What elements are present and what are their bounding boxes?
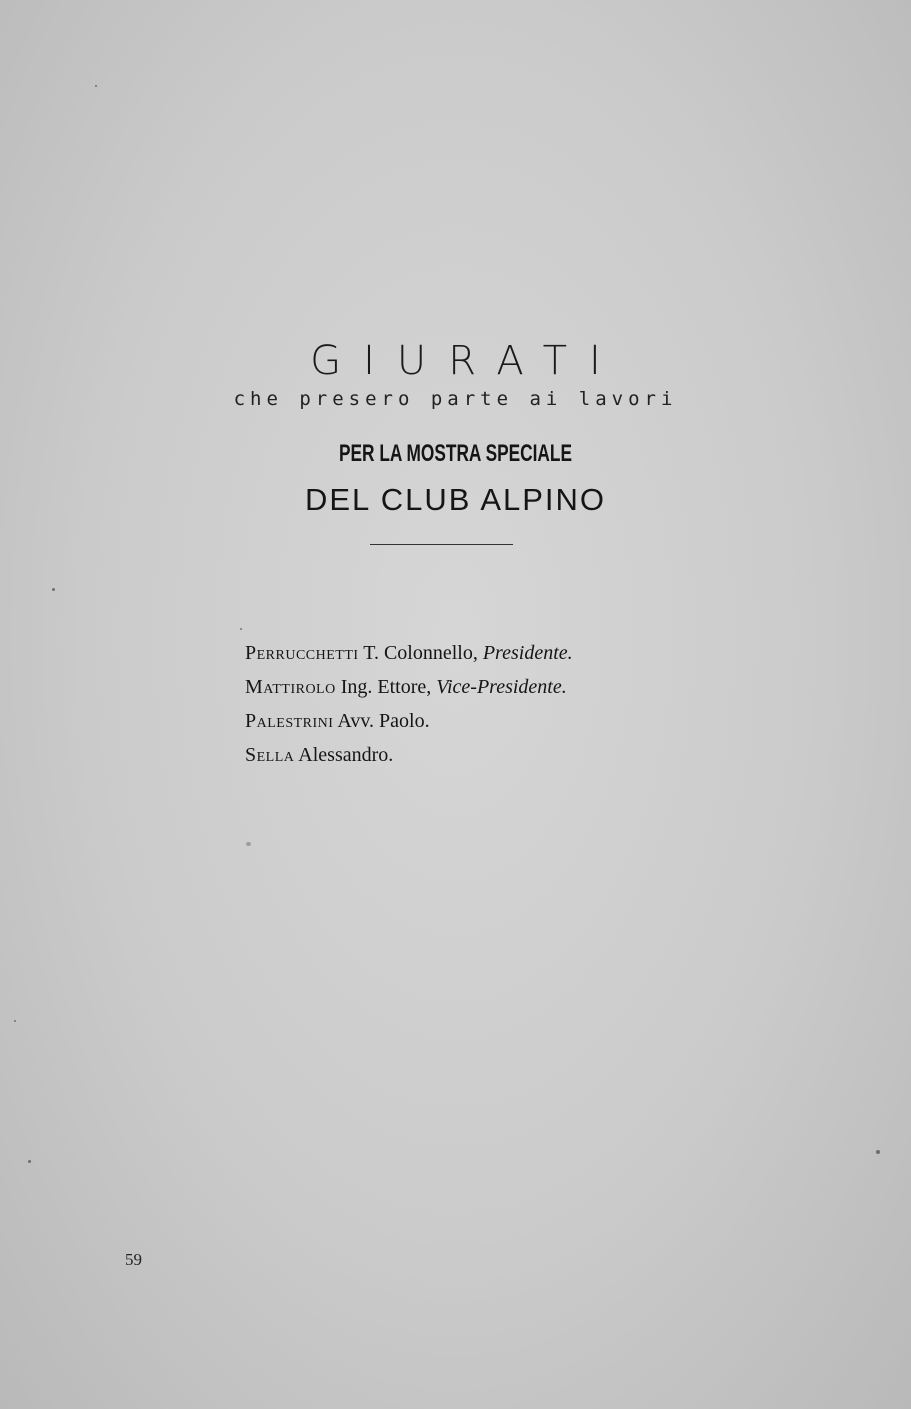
section-heading-line2: DEL CLUB ALPINO — [304, 482, 607, 517]
member-given: Ing. Ettore, — [340, 676, 432, 698]
show-through-texture — [0, 215, 911, 275]
member-surname: Sella — [245, 744, 295, 766]
member-given: Avv. Paolo. — [337, 710, 430, 732]
paper-speck — [246, 842, 251, 846]
section-heading-line1: PER LA MOSTRA SPECIALE — [339, 440, 572, 467]
member-role: Presidente. — [482, 642, 573, 664]
paper-speck — [95, 85, 97, 87]
jury-member — [245, 670, 805, 704]
member-surname: Perrucchetti — [245, 642, 359, 664]
paper-speck — [876, 1150, 880, 1154]
jury-member — [245, 738, 805, 772]
paper-speck — [14, 1020, 16, 1022]
member-role: Vice-Presidente. — [436, 676, 567, 698]
member-given: Alessandro. — [298, 744, 394, 766]
member-given: T. Colonnello, — [363, 642, 478, 664]
paper-speck — [28, 1160, 31, 1163]
member-surname: Mattirolo — [245, 676, 336, 698]
page-subtitle: che presero parte ai lavori — [233, 388, 678, 410]
jury-member — [245, 636, 805, 670]
page-number: 59 — [125, 1250, 142, 1269]
paper-speck — [52, 588, 55, 591]
member-surname: Palestrini — [245, 710, 334, 732]
jury-member-list — [245, 636, 805, 772]
page-title: GIURATI — [310, 338, 623, 384]
paper-speck — [240, 628, 242, 630]
jury-member — [245, 704, 805, 738]
divider-rule — [370, 544, 513, 545]
